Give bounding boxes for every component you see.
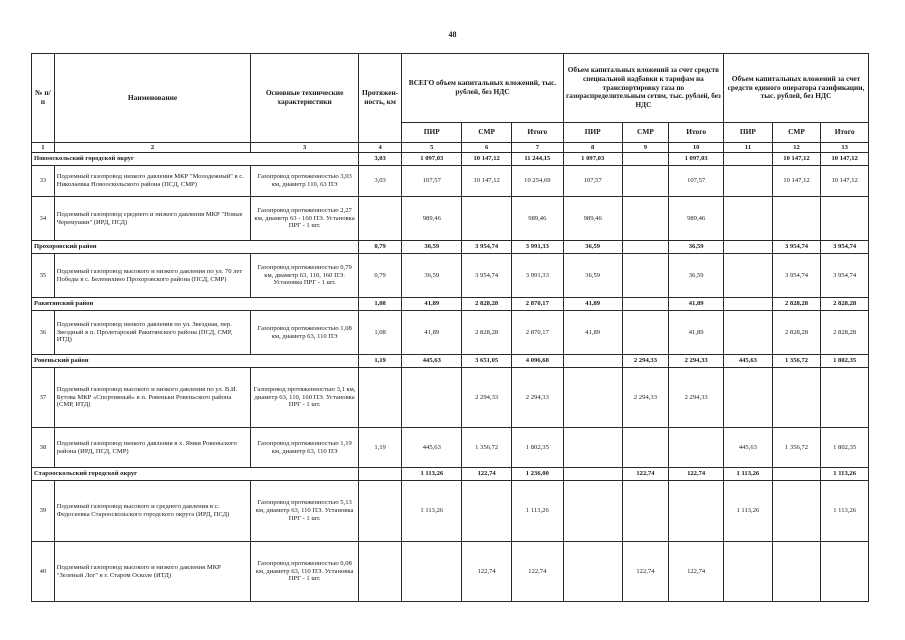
value-cell — [622, 254, 669, 298]
row-number: 33 — [32, 166, 55, 197]
region-total-cell: 10 147,12 — [462, 153, 512, 166]
value-cell: 445,63 — [402, 428, 462, 468]
region-total-cell: 122,74 — [622, 468, 669, 481]
value-cell: 2 294,33 — [669, 368, 724, 428]
value-cell — [724, 311, 773, 355]
value-cell — [772, 197, 821, 241]
value-cell: 36,59 — [669, 254, 724, 298]
region-total-cell: 1 113,26 — [724, 468, 773, 481]
region-total-cell: 2 828,28 — [821, 298, 869, 311]
column-number: 9 — [622, 143, 669, 153]
header-surcharge: Объем капитальных вложений за счет средств специальной надбавки к тарифам на транспортировку газа по газораспределительным сетям, тыс. рублей, без НДС — [563, 54, 723, 123]
value-cell — [358, 542, 401, 602]
table-row — [32, 428, 869, 468]
region-total-cell: 1,08 — [358, 298, 401, 311]
value-cell — [724, 197, 773, 241]
header-smr: СМР — [622, 123, 669, 143]
column-number: 6 — [462, 143, 512, 153]
region-total-cell: 4 096,68 — [511, 355, 563, 368]
region-total-cell — [563, 468, 622, 481]
object-name: Подземный газопровод низкого давления МКР "Молодежный" в с. Николаевка Новооскольского района (ПСД, СМР) — [54, 166, 251, 197]
column-number: 13 — [821, 143, 869, 153]
region-total-cell — [622, 241, 669, 254]
region-total-cell: 36,59 — [669, 241, 724, 254]
value-cell — [669, 481, 724, 542]
region-total-cell: 10 147,12 — [821, 153, 869, 166]
header-name: Наименование — [54, 54, 251, 143]
value-cell: 989,46 — [511, 197, 563, 241]
value-cell — [821, 368, 869, 428]
column-number: 7 — [511, 143, 563, 153]
value-cell: 1 113,26 — [402, 481, 462, 542]
column-number: 11 — [724, 143, 773, 153]
object-name: Подземный газопровод высокого и низкого давления по ул. В.И. Бутова МКР «Спортивный» в п. Ровеньки Ровеньского района (СМР, ИТД) — [54, 368, 251, 428]
region-total-cell: 122,74 — [462, 468, 512, 481]
value-cell — [724, 166, 773, 197]
table-body — [32, 153, 869, 602]
region-total-cell — [724, 298, 773, 311]
region-row — [32, 468, 869, 481]
region-row — [32, 355, 869, 368]
row-number: 37 — [32, 368, 55, 428]
table-row — [32, 311, 869, 355]
value-cell: 1 113,26 — [724, 481, 773, 542]
tech-characteristics: Газопровод протяженностью 2,27 км, диаметр 63 - 160 ПЭ. Установка ПРГ - 1 шт. — [251, 197, 359, 241]
region-total-cell: 36,59 — [402, 241, 462, 254]
value-cell — [462, 197, 512, 241]
value-cell — [563, 368, 622, 428]
value-cell: 3 954,74 — [821, 254, 869, 298]
region-total-cell: 445,63 — [402, 355, 462, 368]
value-cell: 107,57 — [563, 166, 622, 197]
value-cell: 3,03 — [358, 166, 401, 197]
region-total-cell: 41,89 — [563, 298, 622, 311]
value-cell: 3 954,74 — [462, 254, 512, 298]
header-num: № п/п — [32, 54, 55, 143]
region-total-cell: 1 097,03 — [563, 153, 622, 166]
table-row — [32, 481, 869, 542]
value-cell: 1 113,26 — [511, 481, 563, 542]
region-total-cell: 41,89 — [669, 298, 724, 311]
region-total-cell: 41,89 — [402, 298, 462, 311]
value-cell: 122,74 — [622, 542, 669, 602]
value-cell: 41,89 — [669, 311, 724, 355]
region-name: Новооскольский городской округ — [32, 153, 359, 166]
value-cell — [563, 428, 622, 468]
value-cell — [563, 481, 622, 542]
region-total-cell: 3 954,74 — [462, 241, 512, 254]
value-cell: 1,19 — [358, 428, 401, 468]
region-name: Старооскольский городской округ — [32, 468, 359, 481]
value-cell: 2 828,28 — [462, 311, 512, 355]
region-total-cell: 2 828,28 — [772, 298, 821, 311]
header-total: ВСЕГО объем капитальных вложений, тыс. рублей, без НДС — [402, 54, 563, 123]
region-total-cell: 3 651,05 — [462, 355, 512, 368]
value-cell: 122,74 — [511, 542, 563, 602]
column-number: 1 — [32, 143, 55, 153]
region-total-cell — [622, 298, 669, 311]
value-cell — [358, 368, 401, 428]
value-cell — [724, 542, 773, 602]
region-name: Ракитянский район — [32, 298, 359, 311]
page-number: 48 — [448, 30, 457, 39]
row-number: 40 — [32, 542, 55, 602]
value-cell: 989,46 — [563, 197, 622, 241]
value-cell: 107,57 — [669, 166, 724, 197]
region-total-cell — [563, 355, 622, 368]
value-cell — [724, 368, 773, 428]
value-cell — [669, 428, 724, 468]
value-cell: 10 254,69 — [511, 166, 563, 197]
column-number: 3 — [251, 143, 359, 153]
value-cell — [724, 254, 773, 298]
row-number: 38 — [32, 428, 55, 468]
object-name: Подземный газопровод среднего и низкого давления МКР "Новые Черемушки" (ИРД, ПСД) — [54, 197, 251, 241]
value-cell: 989,46 — [669, 197, 724, 241]
header-pir: ПИР — [563, 123, 622, 143]
value-cell: 3 991,33 — [511, 254, 563, 298]
column-number: 4 — [358, 143, 401, 153]
value-cell: 107,57 — [402, 166, 462, 197]
object-name: Подземный газопровод высокого и низкого давления по ул. 70 лет Победы в с. Беленихино Прохоровского района (ПСД, СМР) — [54, 254, 251, 298]
value-cell: 41,89 — [402, 311, 462, 355]
table-row — [32, 166, 869, 197]
region-total-cell: 11 244,15 — [511, 153, 563, 166]
value-cell: 36,59 — [402, 254, 462, 298]
header-itogo: Итого — [669, 123, 724, 143]
row-number: 34 — [32, 197, 55, 241]
value-cell: 1 113,26 — [821, 481, 869, 542]
value-cell — [622, 197, 669, 241]
table-row — [32, 542, 869, 602]
value-cell: 10 147,12 — [462, 166, 512, 197]
header-tech: Основные технические характеристики — [251, 54, 359, 143]
value-cell — [772, 481, 821, 542]
region-total-cell: 445,63 — [724, 355, 773, 368]
tech-characteristics: Газопровод протяженностью 3,1 км, диаметр 63, 110, 160 ПЭ. Установка ПРГ - 1 шт. — [251, 368, 359, 428]
object-name: Подземный газопровод низкого давления в х. Ямки Ровеньского района (ИРД, ПСД, СМР) — [54, 428, 251, 468]
value-cell: 122,74 — [462, 542, 512, 602]
value-cell — [821, 542, 869, 602]
value-cell: 0,79 — [358, 254, 401, 298]
value-cell: 2 870,17 — [511, 311, 563, 355]
region-row — [32, 298, 869, 311]
value-cell — [821, 197, 869, 241]
row-number: 39 — [32, 481, 55, 542]
value-cell: 2 294,33 — [511, 368, 563, 428]
row-number: 36 — [32, 311, 55, 355]
region-total-cell: 2 294,33 — [622, 355, 669, 368]
region-total-cell: 1 113,26 — [402, 468, 462, 481]
investment-table — [31, 53, 869, 602]
tech-characteristics: Газопровод протяженностью 3,03 км, диаметр 110, 63 ПЭ — [251, 166, 359, 197]
region-total-cell — [724, 153, 773, 166]
header-pir: ПИР — [402, 123, 462, 143]
value-cell — [622, 311, 669, 355]
region-total-cell: 0,79 — [358, 241, 401, 254]
value-cell — [622, 481, 669, 542]
region-total-cell: 3 954,74 — [821, 241, 869, 254]
value-cell: 41,89 — [563, 311, 622, 355]
value-cell: 1 802,35 — [821, 428, 869, 468]
value-cell — [402, 368, 462, 428]
value-cell — [358, 481, 401, 542]
region-total-cell — [622, 153, 669, 166]
value-cell: 122,74 — [669, 542, 724, 602]
object-name: Подземный газопровод высокого и низкого давления МКР "Зеленый Лог" в г. Старом Осколе (ИТД) — [54, 542, 251, 602]
region-total-cell: 2 870,17 — [511, 298, 563, 311]
value-cell: 2 294,33 — [462, 368, 512, 428]
header-smr: СМР — [772, 123, 821, 143]
table-row — [32, 197, 869, 241]
region-total-cell: 36,59 — [563, 241, 622, 254]
region-total-cell: 1 113,26 — [821, 468, 869, 481]
region-total-cell: 1 097,03 — [402, 153, 462, 166]
value-cell — [772, 542, 821, 602]
region-total-cell: 3 954,74 — [772, 241, 821, 254]
table-row — [32, 254, 869, 298]
region-total-cell: 2 294,33 — [669, 355, 724, 368]
region-name: Ровеньский район — [32, 355, 359, 368]
column-number-row — [32, 143, 869, 153]
value-cell: 36,59 — [563, 254, 622, 298]
value-cell: 2 294,33 — [622, 368, 669, 428]
header-operator: Объем капитальных вложений за счет средств единого оператора газификации, тыс. рублей, без НДС — [724, 54, 869, 123]
column-number: 12 — [772, 143, 821, 153]
value-cell: 1 356,72 — [772, 428, 821, 468]
region-total-cell: 1 097,03 — [669, 153, 724, 166]
value-cell: 1 356,72 — [462, 428, 512, 468]
header-itogo: Итого — [821, 123, 869, 143]
value-cell: 2 828,28 — [772, 311, 821, 355]
column-number: 10 — [669, 143, 724, 153]
region-total-cell — [724, 241, 773, 254]
value-cell: 989,46 — [402, 197, 462, 241]
value-cell: 10 147,12 — [772, 166, 821, 197]
header-itogo: Итого — [511, 123, 563, 143]
value-cell — [772, 368, 821, 428]
region-total-cell — [358, 468, 401, 481]
region-total-cell: 3,03 — [358, 153, 401, 166]
tech-characteristics: Газопровод протяженностью 1,08 км, диаметр 63, 110 ПЭ — [251, 311, 359, 355]
object-name: Подземный газопровод высокого и среднего давления в с. Федосеевка Старооскольского городского округа (ИРД, ПСД) — [54, 481, 251, 542]
value-cell: 3 954,74 — [772, 254, 821, 298]
table-header — [32, 54, 869, 153]
row-number: 35 — [32, 254, 55, 298]
region-row — [32, 153, 869, 166]
value-cell: 10 147,12 — [821, 166, 869, 197]
table-row — [32, 368, 869, 428]
value-cell — [622, 428, 669, 468]
tech-characteristics: Газопровод протяженностью 0,79 км, диаметр 63, 110, 160 ПЭ. Установка ПРГ - 1 шт. — [251, 254, 359, 298]
tech-characteristics: Газопровод протяженностью 1,19 км, диаметр 63, 110 ПЭ — [251, 428, 359, 468]
header-pir: ПИР — [724, 123, 773, 143]
region-total-cell: 1 356,72 — [772, 355, 821, 368]
region-row — [32, 241, 869, 254]
region-total-cell: 2 828,28 — [462, 298, 512, 311]
value-cell: 1,08 — [358, 311, 401, 355]
value-cell — [563, 542, 622, 602]
value-cell: 1 802,35 — [511, 428, 563, 468]
region-total-cell — [772, 468, 821, 481]
region-total-cell: 1 802,35 — [821, 355, 869, 368]
column-number: 2 — [54, 143, 251, 153]
value-cell: 445,63 — [724, 428, 773, 468]
region-total-cell: 1,19 — [358, 355, 401, 368]
header-length: Протяжен-ность, км — [358, 54, 401, 143]
object-name: Подземный газопровод низкого давления по ул. Звездная, пер. Звездный в п. Пролетарский Ракитянского района (ПСД, СМР, ИТД) — [54, 311, 251, 355]
region-total-cell: 122,74 — [669, 468, 724, 481]
region-total-cell: 3 991,33 — [511, 241, 563, 254]
value-cell — [462, 481, 512, 542]
value-cell — [358, 197, 401, 241]
value-cell — [402, 542, 462, 602]
column-number: 8 — [563, 143, 622, 153]
tech-characteristics: Газопровод протяженностью 5,13 км, диаметр 63, 110 ПЭ. Установка ПРГ - 1 шт. — [251, 481, 359, 542]
tech-characteristics: Газопровод протяженностью 0,08 км, диаметр 63, 110 ПЭ. Установка ПРГ - 1 шт. — [251, 542, 359, 602]
column-number: 5 — [402, 143, 462, 153]
region-total-cell: 1 236,00 — [511, 468, 563, 481]
region-name: Прохоровский район — [32, 241, 359, 254]
header-smr: СМР — [462, 123, 512, 143]
value-cell: 2 828,28 — [821, 311, 869, 355]
region-total-cell: 10 147,12 — [772, 153, 821, 166]
value-cell — [622, 166, 669, 197]
